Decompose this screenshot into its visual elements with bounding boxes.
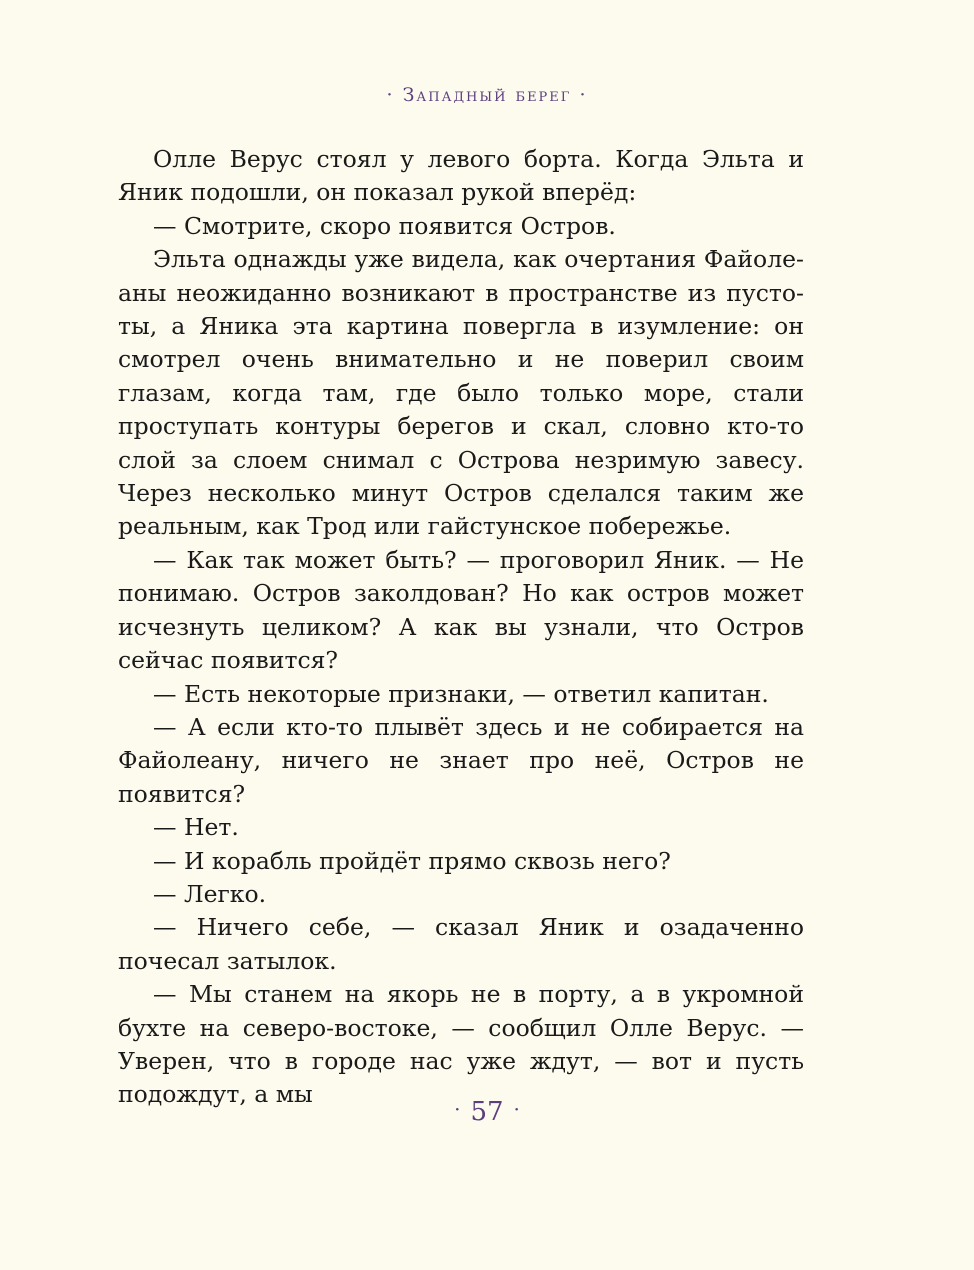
ornament-dot-right: · — [513, 1097, 520, 1121]
page-folio — [0, 1097, 974, 1127]
paragraph: — Смотрите, скоро появится Остров. — [153, 211, 616, 240]
paragraph: — Как так может быть? — проговорил Яник. — Не понимаю. Остров заколдован? Но как остров может исчезнуть целиком? А как вы узнали, что Остров сейчас появится? — [118, 545, 804, 675]
paragraph: — Есть некоторые признаки, — ответил капитан. — [153, 679, 769, 708]
paragraph: Эльта однажды уже видела, как очертания Файолеаны неожиданно возникают в пространстве из пустоты, а Яника эта картина повергла в изумление: он смотрел очень внимательно и не поверил своим глазам, когда там, где было только море, стали проступать контуры берегов и скал, словно кто-то слой за слоем снимал с Острова незримую завесу. Через несколько минут Остров сделался таким же реальным, как Трод или гайстунское побережье. — [118, 245, 804, 541]
paragraph: — Легко. — [153, 879, 267, 908]
paragraph: — Мы станем на якорь не в порту, а в укромной бухте на северо-востоке, — сообщил Олле Верус. — Уверен, что в городе нас уже ждут, — вот и пусть подождут, а мы — [118, 980, 804, 1109]
paragraph: — А если кто-то плывёт здесь и не собирается на Файолеану, ничего не знает про неё, Остров не появится? — [118, 712, 804, 808]
paragraph: — Нет. — [153, 813, 239, 842]
paragraph: — Ничего себе, — сказал Яник и озадаченно почесал затылок. — [118, 913, 804, 975]
ornament-dot-left: · — [454, 1097, 461, 1121]
running-head: · Западный берег · — [386, 84, 588, 106]
page-number: 57 — [470, 1097, 504, 1127]
paragraph: Олле Верус стоял у левого борта. Когда Эльта и Яник подошли, он показал рукой вперёд: — [118, 145, 804, 207]
body-text — [118, 143, 804, 1112]
paragraph: — И корабль пройдёт прямо сквозь него? — [153, 846, 671, 875]
